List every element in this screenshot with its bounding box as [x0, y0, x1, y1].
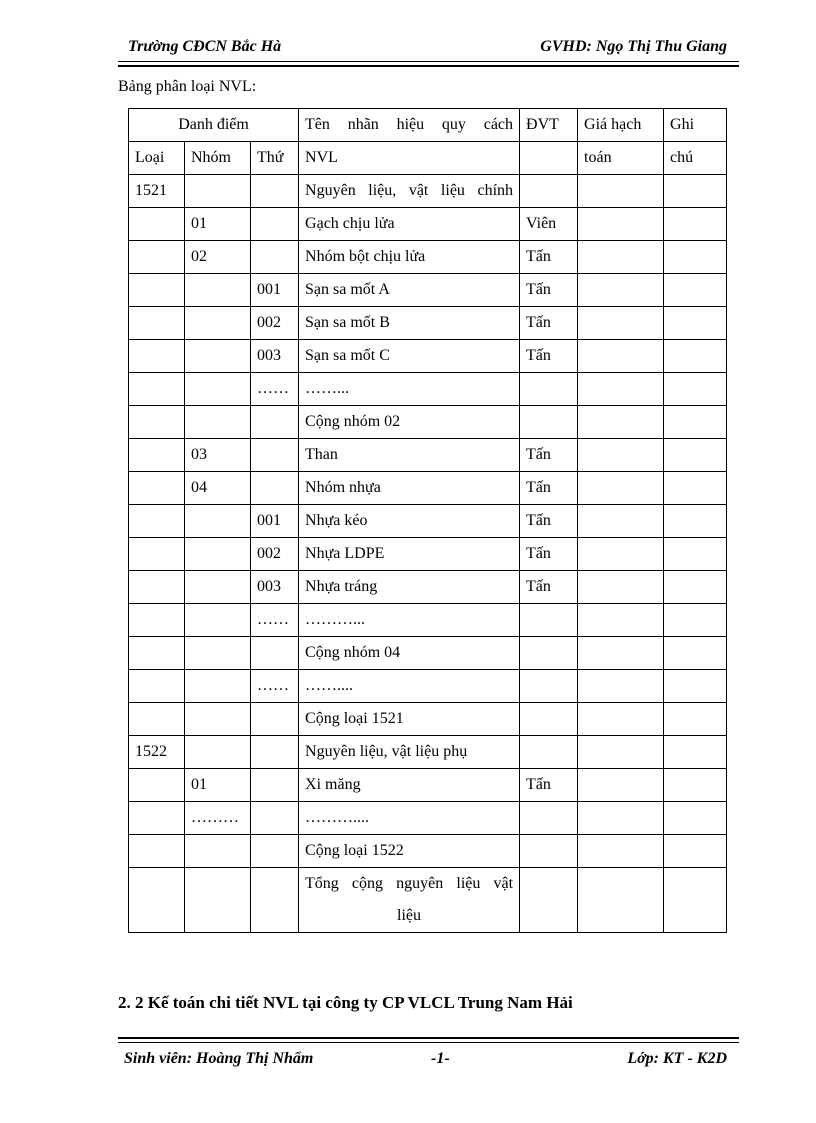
cell-dvt: Tấn	[520, 274, 578, 307]
table-row	[129, 175, 727, 208]
cell-loai	[129, 241, 185, 274]
cell-gia	[578, 406, 664, 439]
cell-gia	[578, 175, 664, 208]
cell-gia	[578, 373, 664, 406]
cell-dvt: Tấn	[520, 769, 578, 802]
header-advisor: GVHD: Ngọ Thị Thu Giang	[540, 38, 727, 55]
cell-ghi	[664, 472, 727, 505]
table-row	[129, 340, 727, 373]
total-cell-ten	[299, 868, 520, 933]
cell-ghi	[664, 736, 727, 769]
cell-ghi	[664, 769, 727, 802]
cell-ghi	[664, 175, 727, 208]
cell-ten: Sạn sa mốt A	[299, 274, 520, 307]
table-row	[129, 472, 727, 505]
cell-nhom: 04	[185, 472, 251, 505]
cell-ten: Nhóm bột chịu lửa	[299, 241, 520, 274]
cell-dvt: Tấn	[520, 472, 578, 505]
cell-thu: 002	[251, 538, 299, 571]
total-cell-ghi	[664, 868, 727, 933]
table-row	[129, 208, 727, 241]
header-nhom: Nhóm	[185, 142, 251, 175]
cell-dvt: Tấn	[520, 505, 578, 538]
cell-dvt	[520, 703, 578, 736]
cell-gia	[578, 241, 664, 274]
cell-gia	[578, 472, 664, 505]
cell-dvt	[520, 604, 578, 637]
cell-ten: ……....	[299, 670, 520, 703]
cell-ghi	[664, 802, 727, 835]
footer-rule-thin	[118, 1042, 739, 1043]
cell-thu: ……	[251, 604, 299, 637]
table-row	[129, 571, 727, 604]
cell-ten: Sạn sa mốt B	[299, 307, 520, 340]
header-danh-diem: Danh điểm	[129, 109, 299, 142]
table-row	[129, 406, 727, 439]
cell-loai	[129, 274, 185, 307]
cell-nhom	[185, 538, 251, 571]
table-row	[129, 439, 727, 472]
cell-dvt: Tấn	[520, 538, 578, 571]
nvl-classification-table	[128, 108, 727, 933]
cell-thu: ……	[251, 373, 299, 406]
footer-page-number: -1-	[431, 1050, 450, 1067]
table-row	[129, 274, 727, 307]
cell-loai	[129, 406, 185, 439]
cell-ten: Xi măng	[299, 769, 520, 802]
cell-ghi	[664, 373, 727, 406]
header-ten-line1: Tên nhãn hiệu quy cách	[299, 109, 520, 142]
cell-thu: 001	[251, 274, 299, 307]
cell-nhom	[185, 571, 251, 604]
section-heading: 2. 2 Kế toán chi tiết NVL tại công ty CP VLCL Trung Nam Hải	[118, 993, 573, 1012]
cell-loai	[129, 505, 185, 538]
cell-loai: 1522	[129, 736, 185, 769]
cell-thu	[251, 241, 299, 274]
cell-thu	[251, 472, 299, 505]
cell-ten: ………...	[299, 604, 520, 637]
cell-nhom	[185, 670, 251, 703]
cell-dvt	[520, 637, 578, 670]
header-dvt: ĐVT	[520, 109, 578, 142]
footer-rule-thick	[118, 1037, 739, 1039]
footer-student: Sinh viên: Hoàng Thị Nhẩm	[124, 1050, 314, 1067]
table-row	[129, 703, 727, 736]
cell-ghi	[664, 340, 727, 373]
cell-dvt	[520, 736, 578, 769]
cell-ten: Nguyên liệu, vật liệu phụ	[299, 736, 520, 769]
table-row	[129, 538, 727, 571]
cell-nhom	[185, 274, 251, 307]
cell-ghi	[664, 637, 727, 670]
cell-dvt: Tấn	[520, 241, 578, 274]
table-total-row	[129, 868, 727, 933]
cell-ten: Cộng nhóm 04	[299, 637, 520, 670]
cell-gia	[578, 703, 664, 736]
table-row	[129, 670, 727, 703]
cell-nhom	[185, 175, 251, 208]
cell-ten: Gạch chịu lửa	[299, 208, 520, 241]
cell-loai	[129, 571, 185, 604]
cell-gia	[578, 736, 664, 769]
cell-ten: Cộng loại 1521	[299, 703, 520, 736]
cell-ten: Cộng nhóm 02	[299, 406, 520, 439]
page-header	[118, 38, 739, 60]
table-body	[129, 109, 727, 933]
cell-gia	[578, 802, 664, 835]
cell-gia	[578, 538, 664, 571]
cell-dvt: Tấn	[520, 340, 578, 373]
header-school: Trường CĐCN Bắc Hà	[128, 38, 282, 55]
header-ghi-line1: Ghi	[664, 109, 727, 142]
total-cell-thu	[251, 868, 299, 933]
table-row	[129, 802, 727, 835]
cell-thu: 003	[251, 340, 299, 373]
cell-ten: Nhựa LDPE	[299, 538, 520, 571]
cell-gia	[578, 439, 664, 472]
cell-loai	[129, 769, 185, 802]
total-label-line2: liệu	[397, 907, 422, 924]
table-row	[129, 637, 727, 670]
table-row	[129, 505, 727, 538]
cell-ten: ……...	[299, 373, 520, 406]
cell-nhom: 02	[185, 241, 251, 274]
cell-thu	[251, 406, 299, 439]
cell-nhom	[185, 505, 251, 538]
table-caption: Bảng phân loại NVL:	[118, 78, 257, 95]
cell-thu	[251, 769, 299, 802]
cell-loai	[129, 670, 185, 703]
header-ten-line2: NVL	[299, 142, 520, 175]
header-loai: Loại	[129, 142, 185, 175]
cell-dvt: Viên	[520, 208, 578, 241]
cell-loai	[129, 439, 185, 472]
cell-nhom	[185, 703, 251, 736]
cell-ghi	[664, 208, 727, 241]
header-gia-line1: Giá hạch	[578, 109, 664, 142]
cell-gia	[578, 505, 664, 538]
cell-loai	[129, 637, 185, 670]
cell-ten: Than	[299, 439, 520, 472]
cell-gia	[578, 208, 664, 241]
header-ghi-line2: chú	[664, 142, 727, 175]
cell-gia	[578, 835, 664, 868]
cell-loai	[129, 703, 185, 736]
cell-nhom	[185, 340, 251, 373]
cell-ghi	[664, 604, 727, 637]
cell-thu: 003	[251, 571, 299, 604]
cell-gia	[578, 274, 664, 307]
cell-ghi	[664, 505, 727, 538]
cell-gia	[578, 571, 664, 604]
cell-thu	[251, 835, 299, 868]
cell-dvt	[520, 670, 578, 703]
cell-ghi	[664, 835, 727, 868]
header-dvt-cont	[520, 142, 578, 175]
table-row	[129, 604, 727, 637]
cell-nhom	[185, 835, 251, 868]
cell-thu	[251, 208, 299, 241]
header-gia-line2: toán	[578, 142, 664, 175]
table-row	[129, 835, 727, 868]
cell-thu	[251, 703, 299, 736]
cell-thu: 002	[251, 307, 299, 340]
cell-gia	[578, 769, 664, 802]
cell-thu	[251, 802, 299, 835]
cell-ghi	[664, 274, 727, 307]
cell-nhom	[185, 637, 251, 670]
cell-nhom: ………	[185, 802, 251, 835]
table-row	[129, 307, 727, 340]
cell-dvt: Tấn	[520, 571, 578, 604]
total-label-line1: Tổng cộng nguyên liệu vật	[305, 875, 514, 892]
cell-thu: ……	[251, 670, 299, 703]
cell-ten: ………....	[299, 802, 520, 835]
cell-nhom	[185, 406, 251, 439]
cell-ten: Sạn sa mốt C	[299, 340, 520, 373]
cell-thu	[251, 439, 299, 472]
cell-dvt	[520, 175, 578, 208]
cell-nhom	[185, 307, 251, 340]
cell-ghi	[664, 571, 727, 604]
header-thu: Thứ	[251, 142, 299, 175]
table-row	[129, 736, 727, 769]
cell-dvt	[520, 835, 578, 868]
total-cell-dvt	[520, 868, 578, 933]
cell-loai	[129, 802, 185, 835]
cell-ten: Nhựa kéo	[299, 505, 520, 538]
cell-loai	[129, 538, 185, 571]
cell-loai	[129, 373, 185, 406]
table-row	[129, 769, 727, 802]
cell-nhom: 01	[185, 769, 251, 802]
cell-ghi	[664, 406, 727, 439]
cell-ghi	[664, 241, 727, 274]
cell-ghi	[664, 307, 727, 340]
cell-loai	[129, 208, 185, 241]
cell-ghi	[664, 538, 727, 571]
cell-gia	[578, 637, 664, 670]
cell-gia	[578, 340, 664, 373]
cell-loai	[129, 340, 185, 373]
total-cell-gia	[578, 868, 664, 933]
cell-ghi	[664, 670, 727, 703]
cell-ten: Nguyên liệu, vật liệu chính	[299, 175, 520, 208]
page-footer	[118, 1050, 739, 1072]
cell-gia	[578, 307, 664, 340]
cell-thu: 001	[251, 505, 299, 538]
cell-thu	[251, 736, 299, 769]
cell-ghi	[664, 703, 727, 736]
cell-nhom	[185, 604, 251, 637]
cell-gia	[578, 670, 664, 703]
cell-dvt	[520, 406, 578, 439]
cell-dvt	[520, 373, 578, 406]
cell-nhom	[185, 373, 251, 406]
cell-loai	[129, 835, 185, 868]
table-header-row-1	[129, 109, 727, 142]
cell-gia	[578, 604, 664, 637]
header-rule-thick	[118, 65, 739, 67]
cell-loai	[129, 307, 185, 340]
footer-class: Lớp: KT - K2D	[627, 1050, 727, 1067]
cell-loai	[129, 472, 185, 505]
cell-ten: Nhóm nhựa	[299, 472, 520, 505]
cell-ten: Nhựa tráng	[299, 571, 520, 604]
total-cell-loai	[129, 868, 185, 933]
table-row	[129, 241, 727, 274]
table-header-row-2	[129, 142, 727, 175]
cell-dvt: Tấn	[520, 439, 578, 472]
cell-loai	[129, 604, 185, 637]
cell-dvt	[520, 802, 578, 835]
cell-dvt: Tấn	[520, 307, 578, 340]
table-row	[129, 373, 727, 406]
total-cell-nhom	[185, 868, 251, 933]
cell-thu	[251, 637, 299, 670]
cell-nhom: 01	[185, 208, 251, 241]
cell-thu	[251, 175, 299, 208]
cell-ten: Cộng loại 1522	[299, 835, 520, 868]
cell-nhom: 03	[185, 439, 251, 472]
cell-loai: 1521	[129, 175, 185, 208]
cell-ghi	[664, 439, 727, 472]
header-rule-thin	[118, 61, 739, 62]
cell-nhom	[185, 736, 251, 769]
